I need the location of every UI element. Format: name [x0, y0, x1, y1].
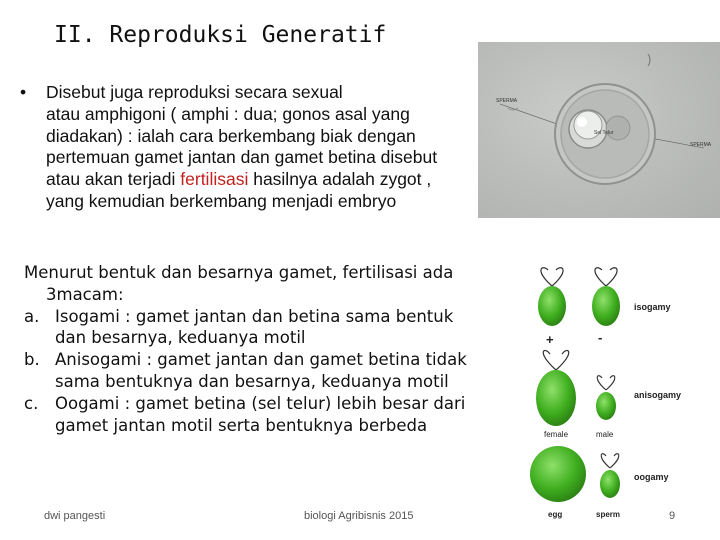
bullet-marker: • — [20, 82, 27, 102]
bullet-text: atau akan terjadi — [46, 169, 181, 190]
oogamy-sperm — [600, 454, 620, 498]
isogamy-label: isogamy — [634, 302, 671, 312]
bullet-line: atau amphigoni ( amphi : dua; gonos asal yang — [46, 103, 410, 124]
sperma-label-right: SPERMA — [690, 142, 712, 148]
page-number: 9 — [669, 510, 676, 522]
item-letter: a. — [24, 306, 40, 326]
anisogamy-female-gamete — [536, 351, 576, 426]
bullet-line — [20, 82, 540, 104]
item-letter: b. — [24, 350, 40, 370]
plus-sign: + — [546, 332, 554, 347]
fertilization-types-text — [24, 262, 524, 436]
footer-author: dwi pangesti — [44, 510, 106, 522]
item-text: Isogami : gamet jantan dan betina sama bentuk — [55, 306, 454, 326]
oogamy-label: oogamy — [634, 472, 669, 482]
bullet-line: pertemuan gamet jantan dan gamet betina disebut — [46, 147, 438, 168]
bullet-line: yang kemudian berkembang menjadi embryo — [46, 190, 397, 211]
sperm-label: sperm — [596, 510, 621, 519]
bullet-text: Disebut juga reproduksi secara sexual — [46, 82, 343, 102]
female-label: female — [544, 430, 569, 439]
egg-label: egg — [548, 510, 563, 519]
isogamy-gamete-plus — [538, 268, 566, 326]
item-continuation: dan besarnya, keduanya motil — [55, 328, 306, 348]
item-continuation: sama bentuknya dan besarnya, keduanya motil — [55, 371, 449, 391]
sel-telur-label: Sel Telur — [594, 130, 614, 136]
item-letter: c. — [24, 393, 39, 413]
intro-line: 3macam: — [46, 284, 124, 304]
oogamy-egg — [530, 446, 586, 502]
bullet-text: hasilnya adalah zygot , — [248, 169, 432, 190]
anisogamy-label: anisogamy — [634, 390, 682, 400]
fertilisasi-highlight: fertilisasi — [180, 169, 249, 190]
minus-sign: - — [598, 330, 603, 345]
list-item — [24, 349, 524, 371]
list-item — [24, 393, 524, 415]
anisogamy-male-gamete — [596, 376, 616, 420]
item-continuation: gamet jantan motil serta bentuknya berbeda — [55, 415, 428, 435]
isogamy-gamete-minus — [592, 268, 620, 326]
footer-course: biologi Agribisnis 2015 — [304, 510, 414, 522]
slide-title: II. Reproduksi Generatif — [54, 22, 387, 48]
bullet-line: diadakan) : ialah cara berkembang biak dengan — [46, 125, 416, 146]
intro-line: Menurut bentuk dan besarnya gamet, fertilisasi ada — [24, 263, 454, 282]
list-item — [24, 306, 524, 328]
micrograph-image — [478, 42, 720, 218]
male-label: male — [596, 430, 614, 439]
gamete-diagram-svg — [530, 260, 702, 524]
bullet-paragraph — [20, 82, 540, 213]
item-text: Anisogami : gamet jantan dan gamet betina tidak — [55, 350, 467, 370]
gamete-types-diagram — [530, 260, 702, 524]
bullet-line — [20, 169, 540, 191]
item-text: Oogami : gamet betina (sel telur) lebih besar dari — [55, 393, 466, 413]
sperma-label-top: SPERMA — [496, 98, 518, 104]
fertilization-micrograph — [478, 42, 720, 218]
